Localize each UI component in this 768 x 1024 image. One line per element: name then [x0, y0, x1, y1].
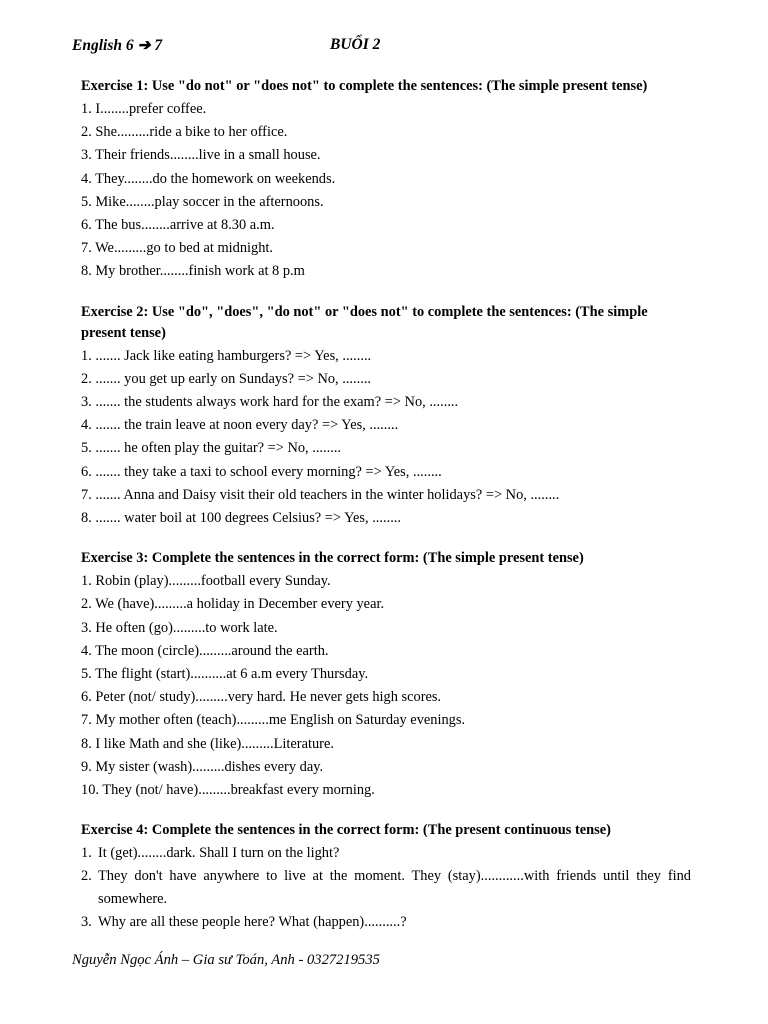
exercise-2-item: 5. ....... he often play the guitar? => No, ........ — [81, 440, 342, 457]
item-text: Why are all these people here? What (happen)..........? — [98, 914, 407, 931]
exercise-4-item — [81, 911, 691, 934]
item-text: They don't have anywhere to live at the moment. They (stay)............with friends until they find somewhere. — [98, 868, 691, 908]
exercise-2-item: 2. ....... you get up early on Sundays? => No, ........ — [81, 370, 372, 387]
course-title: English 6 ➔ 7 — [72, 37, 163, 54]
exercise-2-item: 3. ....... the students always work hard for the exam? => No, ........ — [81, 394, 459, 411]
item-number: 1. — [81, 845, 92, 862]
exercise-3-item: 1. Robin (play).........football every Sunday. — [81, 573, 331, 590]
exercise-3-item: 2. We (have).........a holiday in December every year. — [81, 596, 385, 613]
exercise-1-item: 2. She.........ride a bike to her office. — [81, 124, 288, 141]
item-text: It (get)........dark. Shall I turn on the light? — [98, 845, 340, 862]
exercise-4-item — [81, 865, 691, 911]
exercise-1-item: 1. I........prefer coffee. — [81, 101, 207, 117]
exercise-2-item: 7. ....... Anna and Daisy visit their old teachers in the winter holidays? => No, ........ — [81, 486, 560, 503]
exercise-3-item: 9. My sister (wash).........dishes every day. — [81, 758, 324, 775]
exercise-4-item — [81, 842, 691, 865]
exercise-3-item: 10. They (not/ have).........breakfast every morning. — [81, 782, 375, 799]
exercise-1-item: 8. My brother........finish work at 8 p.m — [81, 263, 305, 280]
exercise-2-item: 8. ....... water boil at 100 degrees Celsius? => Yes, ........ — [81, 510, 401, 527]
page-footer: Nguyễn Ngọc Ánh – Gia sư Toán, Anh - 0327219535 — [72, 952, 380, 968]
item-number: 3. — [81, 914, 92, 931]
exercise-1-item: 6. The bus........arrive at 8.30 a.m. — [81, 217, 275, 234]
exercise-3-title: Exercise 3: Complete the sentences in the correct form: (The simple present tense) — [81, 550, 584, 567]
exercise-1-item: 3. Their friends........live in a small house. — [81, 147, 321, 164]
exercise-4 — [81, 820, 691, 934]
exercise-1-title: Exercise 1: Use "do not" or "does not" to complete the sentences: (The simple present tense) — [81, 78, 648, 94]
exercise-3-item: 3. He often (go).........to work late. — [81, 619, 278, 636]
exercise-3 — [81, 548, 691, 802]
exercise-3-item: 7. My mother often (teach).........me English on Saturday evenings. — [81, 712, 466, 729]
exercise-2-item: 1. ....... Jack like eating hamburgers? => Yes, ........ — [81, 347, 372, 364]
exercise-1 — [81, 76, 691, 284]
exercise-2-item: 6. ....... they take a taxi to school every morning? => Yes, ........ — [81, 463, 442, 480]
session-title: BUỔI 2 — [330, 36, 381, 53]
exercise-3-item: 8. I like Math and she (like).........Literature. — [81, 735, 334, 752]
exercise-3-item: 4. The moon (circle).........around the earth. — [81, 642, 329, 659]
exercise-2-title: Exercise 2: Use "do", "does", "do not" or "does not" to complete the sentences: (The simple present tense) — [81, 303, 648, 341]
exercise-1-item: 4. They........do the homework on weekends. — [81, 170, 336, 187]
page-header — [72, 36, 712, 58]
exercise-content — [81, 76, 691, 952]
exercise-2 — [81, 302, 691, 531]
exercise-2-item: 4. ....... the train leave at noon every day? => Yes, ........ — [81, 417, 399, 434]
exercise-3-item: 5. The flight (start)..........at 6 a.m every Thursday. — [81, 666, 369, 683]
exercise-1-item: 7. We.........go to bed at midnight. — [81, 240, 274, 257]
exercise-1-item: 5. Mike........play soccer in the afternoons. — [81, 193, 324, 210]
exercise-4-title: Exercise 4: Complete the sentences in the correct form: (The present continuous tense) — [81, 822, 611, 839]
item-number: 2. — [81, 868, 92, 885]
exercise-3-item: 6. Peter (not/ study).........very hard. He never gets high scores. — [81, 689, 442, 706]
